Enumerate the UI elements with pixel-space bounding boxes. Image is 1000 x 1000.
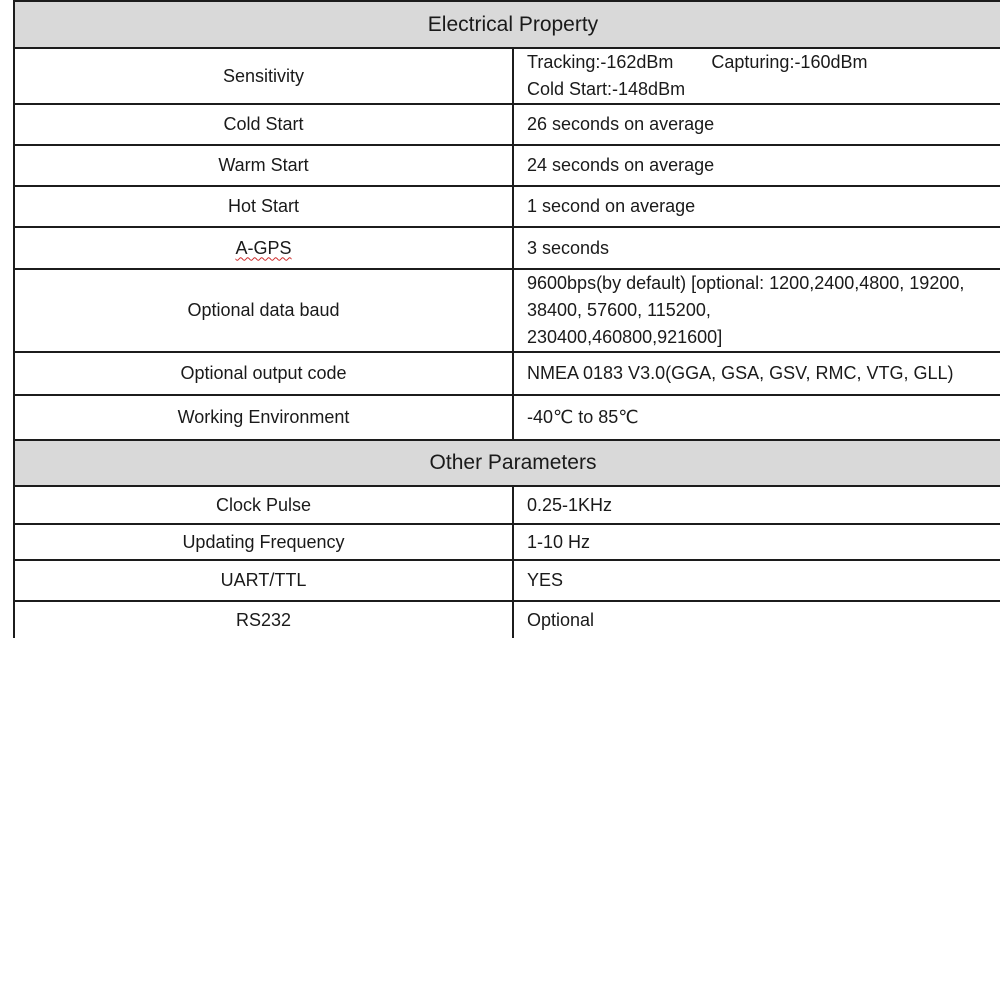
table-row-agps xyxy=(14,227,1000,269)
rs232-value: Optional xyxy=(513,601,1000,638)
uart-value: YES xyxy=(513,560,1000,601)
clock-pulse-value: 0.25-1KHz xyxy=(513,486,1000,524)
sensitivity-tracking: Tracking:-162dBm xyxy=(527,52,674,72)
section-header-row xyxy=(14,440,1000,486)
clock-pulse-label: Clock Pulse xyxy=(14,486,513,524)
output-code-value: NMEA 0183 V3.0(GGA, GSA, GSV, RMC, VTG, GLL) xyxy=(513,352,1000,395)
table-row-sensitivity xyxy=(14,48,1000,104)
hot-start-value: 1 second on average xyxy=(513,186,1000,227)
other-parameters-heading: Other Parameters xyxy=(14,440,1000,486)
table-row-baud xyxy=(14,269,1000,352)
sensitivity-label: Sensitivity xyxy=(14,48,513,104)
electrical-property-heading: Electrical Property xyxy=(14,1,1000,48)
table-row-cold-start xyxy=(14,104,1000,145)
spec-table xyxy=(13,0,1000,638)
cold-start-label: Cold Start xyxy=(14,104,513,145)
updating-frequency-value: 1-10 Hz xyxy=(513,524,1000,560)
updating-frequency-label: Updating Frequency xyxy=(14,524,513,560)
agps-value: 3 seconds xyxy=(513,227,1000,269)
environment-label: Working Environment xyxy=(14,395,513,440)
table-row-uart xyxy=(14,560,1000,601)
hot-start-label: Hot Start xyxy=(14,186,513,227)
agps-label-cell xyxy=(14,227,513,269)
sensitivity-cold-start: Cold Start:-148dBm xyxy=(527,79,686,99)
table-row-updating-frequency xyxy=(14,524,1000,560)
warm-start-value: 24 seconds on average xyxy=(513,145,1000,186)
baud-label: Optional data baud xyxy=(14,269,513,352)
section-header-row xyxy=(14,1,1000,48)
table-row-environment xyxy=(14,395,1000,440)
environment-value: -40℃ to 85℃ xyxy=(513,395,1000,440)
uart-label: UART/TTL xyxy=(14,560,513,601)
table-row-rs232 xyxy=(14,601,1000,638)
table-row-output-code xyxy=(14,352,1000,395)
agps-label: A-GPS xyxy=(235,237,292,258)
table-row-warm-start xyxy=(14,145,1000,186)
table-row-clock-pulse xyxy=(14,486,1000,524)
warm-start-label: Warm Start xyxy=(14,145,513,186)
baud-value-line2: 230400,460800,921600] xyxy=(527,327,723,347)
baud-value-line1: 9600bps(by default) [optional: 1200,2400,4800, 19200, 38400, 57600, 115200, xyxy=(527,273,965,320)
sensitivity-capturing: Capturing:-160dBm xyxy=(711,52,868,72)
output-code-label: Optional output code xyxy=(14,352,513,395)
rs232-label: RS232 xyxy=(14,601,513,638)
cold-start-value: 26 seconds on average xyxy=(513,104,1000,145)
sensitivity-value xyxy=(513,48,1000,104)
baud-value xyxy=(513,269,1000,352)
table-row-hot-start xyxy=(14,186,1000,227)
